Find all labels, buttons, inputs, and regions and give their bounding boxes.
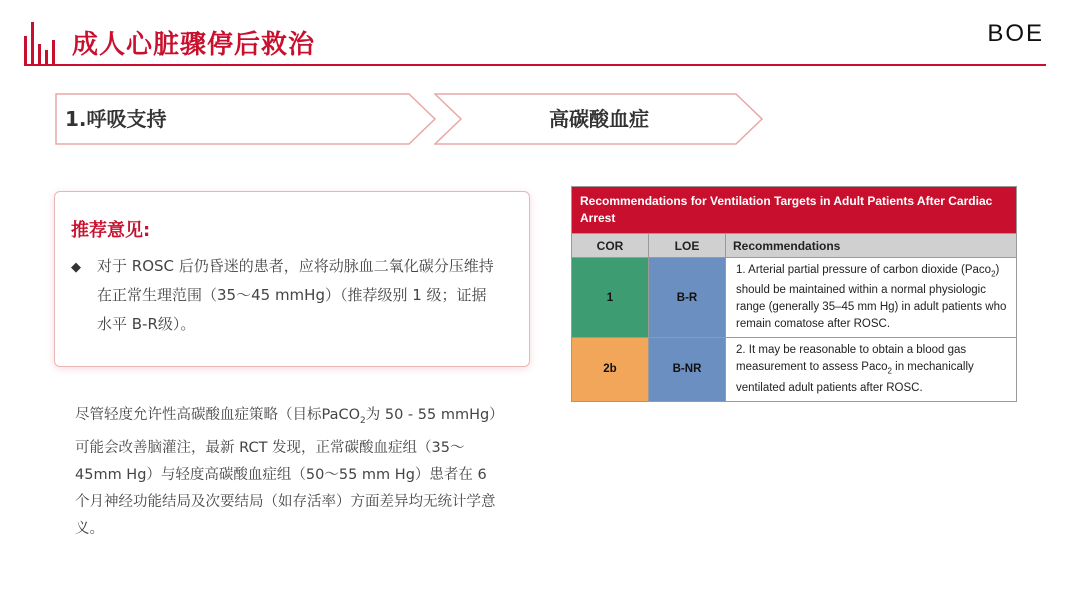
loe-cell: B-R — [649, 258, 726, 338]
rec-text-a: 1. Arterial partial pressure of carbon dioxide (Paco — [736, 264, 992, 276]
recommendation-text: 对于 ROSC 后仍昏迷的患者，应将动脉血二氧化碳分压维持在正常生理范围（35～45 mmHg）（推荐级别 1 级；证据水平 B-R级）。 — [97, 257, 494, 333]
recommendation-card — [54, 191, 530, 367]
col-header-recommendations: Recommendations — [726, 234, 1017, 258]
diamond-bullet-icon: ◆ — [71, 260, 81, 275]
header-divider — [24, 64, 1046, 66]
table-row — [572, 258, 1017, 338]
paragraph-text-pre: 尽管轻度允许性高碳酸血症策略（目标PaCO — [75, 407, 361, 423]
rec-subscript: 2 — [991, 269, 996, 279]
rec-text-a: 2. It may be reasonable to obtain a blood gas measurement to assess Paco — [736, 344, 967, 374]
col-header-cor: COR — [572, 234, 649, 258]
recommendation-heading: 推荐意见: — [71, 220, 151, 241]
paragraph-text-post: 为 50 - 55 mmHg）可能会改善脑灌注，最新 RCT 发现，正常碳酸血症组（35～45mm Hg）与轻度高碳酸血症组（50～55 mm Hg）患者在 6 个月神经功能结局及次要结局（如存活率）方面差异均无统计学意义。 — [75, 407, 497, 537]
body-paragraph — [75, 402, 500, 543]
table-row — [572, 338, 1017, 401]
rec-text-b: in mechanically ventilated adult patients after ROSC. — [736, 361, 974, 394]
cor-cell: 2b — [572, 338, 649, 401]
rec-subscript: 2 — [887, 366, 892, 376]
recommendations-table — [571, 186, 1017, 402]
breadcrumb-step-1[interactable] — [55, 93, 437, 145]
rec-text-b: ) should be maintained within a normal physiologic range (generally 35–45 mm Hg) in adult patients who remain comatose after ROSC. — [736, 264, 1007, 331]
table-title: Recommendations for Ventilation Targets in Adult Patients After Cardiac Arrest — [572, 187, 1017, 234]
breadcrumb-step-2-label: 高碳酸血症 — [549, 107, 649, 131]
recommendation-cell — [726, 258, 1017, 338]
col-header-loe: LOE — [649, 234, 726, 258]
cor-cell: 1 — [572, 258, 649, 338]
brand-bars-icon — [24, 22, 58, 64]
breadcrumb-step-2[interactable] — [434, 93, 764, 145]
table-header-row — [572, 234, 1017, 258]
boe-logo: BOE — [987, 20, 1044, 47]
breadcrumb-step-1-label: 1.呼吸支持 — [65, 107, 167, 131]
recommendation-cell — [726, 338, 1017, 401]
loe-cell: B-NR — [649, 338, 726, 401]
paragraph-subscript: 2 — [360, 415, 366, 426]
page-title: 成人心脏骤停后救治 — [72, 30, 316, 60]
